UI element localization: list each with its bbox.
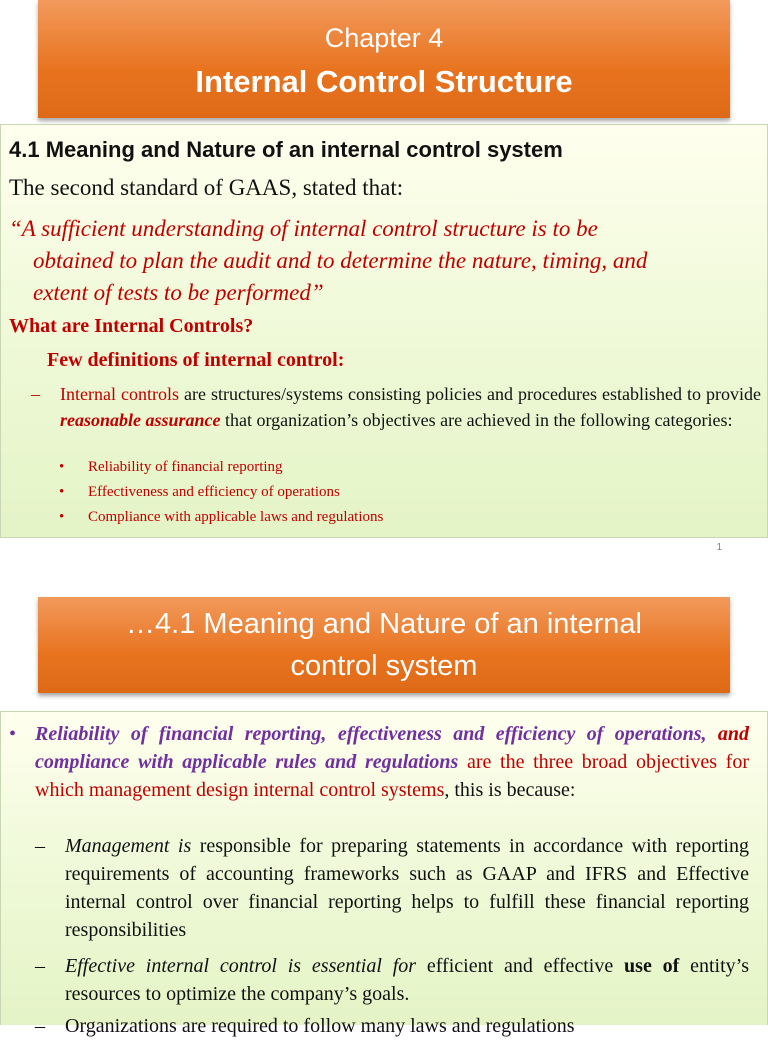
slide-2-content: [0, 711, 768, 1037]
reason-item-2: [35, 952, 749, 1008]
dash-marker: –: [35, 835, 45, 857]
slide-2: [0, 565, 768, 1037]
reason-item-3: [35, 1012, 749, 1040]
quote-line-3: extent of tests to be performed”: [33, 280, 324, 305]
definition-text: [60, 381, 761, 433]
objectives-purple-b: compliance with applicable rules and regulations: [35, 751, 459, 773]
objectives-and: and: [717, 723, 750, 745]
reason-1-italic: Management is: [65, 835, 192, 857]
objectives-text: [35, 720, 749, 804]
bullet-icon: •: [59, 459, 65, 475]
objectives-end: , this is because:: [444, 779, 576, 801]
objectives-paragraph: [9, 720, 749, 804]
slide-2-title: [38, 597, 730, 687]
reason-text-3: Organizations are required to follow many laws and regulations: [65, 1015, 575, 1037]
dash-marker: –: [31, 384, 40, 404]
bullet-icon: •: [59, 484, 65, 500]
chapter-label: Chapter 4: [324, 23, 444, 53]
gaas-quote: [9, 213, 749, 309]
bullet-icon: •: [59, 509, 65, 525]
slide-1-content: [0, 124, 768, 538]
list-item: [59, 509, 383, 534]
reason-text-2: [65, 952, 749, 1008]
reason-2-italic: Effective internal control is essential for: [65, 955, 417, 977]
list-item: [59, 459, 383, 484]
chapter-title: Internal Control Structure: [195, 64, 573, 99]
category-text: Compliance with applicable laws and regulations: [88, 509, 384, 525]
definition-term: Internal controls: [60, 384, 179, 404]
definition-emphasis: reasonable assurance: [60, 410, 221, 430]
question-heading: What are Internal Controls?: [9, 315, 254, 337]
reason-2-bold: use of: [624, 955, 680, 977]
reason-2-body-a: efficient and effective: [416, 955, 625, 977]
dash-marker: –: [35, 1015, 45, 1037]
definitions-subheading: Few definitions of internal control:: [47, 349, 345, 371]
slide-2-title-box: [38, 597, 730, 693]
page-number: 1: [716, 542, 722, 553]
dash-marker: –: [35, 955, 45, 977]
category-text: Effectiveness and efficiency of operations: [88, 484, 340, 500]
reason-2-body-b: entity’s resources to optimize the company’s goals.: [65, 955, 750, 1005]
category-text: Reliability of financial reporting: [88, 459, 283, 475]
definition-part-2: that organization’s objectives are achieved in the following categories:: [220, 410, 733, 430]
standard-text: The second standard of GAAS, stated that:: [9, 175, 404, 200]
definition-item: [31, 381, 761, 433]
quote-line-2: obtained to plan the audit and to determine the nature, timing, and: [33, 248, 648, 273]
section-heading: 4.1 Meaning and Nature of an internal control system: [9, 137, 563, 162]
quote-line-1: “A sufficient understanding of internal control structure is to be: [9, 216, 598, 241]
category-list: [59, 459, 383, 534]
objectives-red: are the three broad objectives for which management design internal control systems: [35, 751, 750, 801]
definition-part-1: are structures/systems consisting policies and procedures established to provide: [178, 384, 761, 404]
reason-1-body: responsible for preparing statements in accordance with reporting requirements of accounting frameworks such as GAAP and IFRS and Effective internal control over financial reporting helps to fulfill these financial reporting responsibilities: [65, 835, 749, 941]
bullet-icon: •: [9, 723, 17, 745]
slide-2-title-line-1: …4.1 Meaning and Nature of an internal: [126, 608, 642, 640]
reason-text-1: [65, 832, 749, 944]
objectives-purple-a: Reliability of financial reporting, effectiveness and efficiency of operations,: [35, 723, 707, 745]
list-item: [59, 484, 383, 509]
slide-2-title-line-2: control system: [290, 650, 478, 682]
slide-1-title-box: [38, 0, 730, 118]
reason-item-1: [35, 832, 749, 944]
